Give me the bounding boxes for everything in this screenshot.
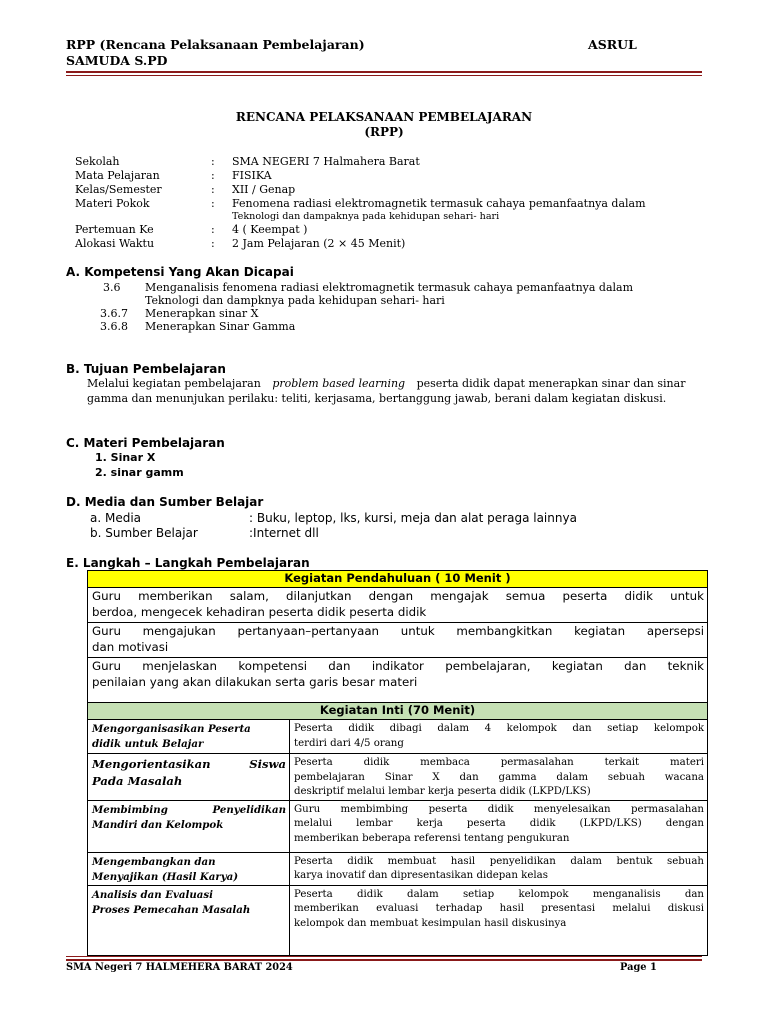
inti-step-description: Peserta didik dibagi dalam 4 kelompok dan setiap kelompok terdiri dari 4/5 orang	[290, 720, 708, 754]
material-item: 1. Sinar X	[95, 451, 156, 464]
footer-rule-thin	[66, 956, 702, 957]
media-label: a. Media	[90, 511, 142, 525]
objective-text: peserta didik dapat menerapkan sinar dan sinar	[416, 377, 686, 390]
header-title: RPP (Rencana Pelaksanaan Pembelajaran)	[66, 37, 365, 52]
identity-value-continued: Teknologi dan dampaknya pada kehidupan sehari- hari	[232, 211, 500, 222]
section-b-heading: B. Tujuan Pembelajaran	[66, 362, 226, 376]
identity-label: Kelas/Semester	[75, 183, 162, 196]
inti-step-label: Mengorientasikan Siswa Pada Masalah	[88, 754, 290, 801]
identity-label: Mata Pelajaran	[75, 169, 160, 182]
doc-title: RENCANA PELAKSANAAN PEMBELAJARAN	[235, 110, 533, 124]
footer-school: SMA Negeri 7 HALMEHERA BARAT 2024	[66, 962, 293, 973]
section-a-heading: A. Kompetensi Yang Akan Dicapai	[66, 265, 294, 279]
learning-steps-table	[87, 570, 708, 956]
identity-value: Fenomena radiasi elektromagnetik termasuk cahaya pemanfaatnya dalam	[232, 197, 646, 210]
header-rule-thick	[66, 71, 702, 73]
identity-sep: :	[211, 223, 215, 236]
header-rule-thin	[66, 75, 702, 76]
source-value: :Internet dll	[249, 526, 319, 540]
inti-step-label: Analisis dan Evaluasi Proses Pemecahan Masalah	[88, 885, 290, 955]
inti-step-description: Guru membimbing peserta didik menyelesaikan permasalahan melalui lembar kerja peserta didik (LKPD/LKS) dengan memberikan beberapa referensi tentang pengukuran	[290, 800, 708, 852]
doc-subtitle: (RPP)	[364, 125, 404, 139]
objective-text: Melalui kegiatan pembelajaran	[87, 377, 261, 390]
material-item: 2. sinar gamm	[95, 466, 184, 479]
identity-sep: :	[211, 237, 215, 250]
competency-number: 3.6.8	[100, 320, 128, 333]
footer-page-number: Page 1	[620, 962, 657, 973]
pendahuluan-line: Guru mengajukan pertanyaan–pertanyaan untuk membangkitkan kegiatan apersepsi	[92, 624, 704, 638]
pendahuluan-line: Guru memberikan salam, dilanjutkan dengan mengajak semua peserta didik untuk	[92, 589, 704, 603]
identity-value: XII / Genap	[232, 183, 296, 196]
pendahuluan-line: dan motivasi	[92, 640, 169, 654]
inti-step-description: Peserta didik dalam setiap kelompok menganalisis dan memberikan evaluasi terhadap hasil presentasi melalui diskusi kelompok dan membuat kesimpulan hasil diskusinya	[290, 885, 708, 955]
pendahuluan-line: berdoa, mengecek kehadiran peserta didik peserta didik	[92, 605, 427, 619]
competency-text: Menganalisis fenomena radiasi elektromagnetik termasuk cahaya pemanfaatnya dalam	[145, 281, 634, 294]
objective-line-1	[87, 377, 685, 390]
inti-step-description: Peserta didik membuat hasil penyelidikan dalam bentuk sebuah karya inovatif dan dipresentasikan didepan kelas	[290, 852, 708, 885]
competency-text: Menerapkan Sinar Gamma	[145, 320, 296, 333]
media-value: : Buku, leptop, lks, kursi, meja dan alat peraga lainnya	[249, 511, 577, 525]
inti-step-label: Mengorganisasikan Peserta didik untuk Belajar	[88, 720, 290, 754]
identity-value: 4 ( Keempat )	[232, 223, 308, 236]
inti-header: Kegiatan Inti (70 Menit)	[88, 703, 708, 720]
identity-sep: :	[211, 197, 215, 210]
section-c-heading: C. Materi Pembelajaran	[66, 436, 225, 450]
pendahuluan-header: Kegiatan Pendahuluan ( 10 Menit )	[88, 571, 708, 588]
objective-line-2: gamma dan menunjukan perilaku: teliti, kerjasama, bertanggung jawab, berani dalam kegiatan diskusi.	[87, 392, 667, 405]
header-author-rest: SAMUDA S.PD	[66, 53, 168, 68]
pendahuluan-item	[88, 623, 708, 658]
pendahuluan-line: penilaian yang akan dilakukan serta garis besar materi	[92, 675, 418, 689]
competency-text: Menerapkan sinar X	[145, 307, 259, 320]
identity-value: FISIKA	[232, 169, 272, 182]
pendahuluan-line: Guru menjelaskan kompetensi dan indikator pembelajaran, kegiatan dan teknik	[92, 659, 704, 673]
identity-sep: :	[211, 183, 215, 196]
identity-label: Sekolah	[75, 155, 120, 168]
source-label: b. Sumber Belajar	[90, 526, 198, 540]
pendahuluan-item	[88, 588, 708, 623]
section-e-heading: E. Langkah – Langkah Pembelajaran	[66, 556, 310, 570]
header-author-first: ASRUL	[588, 37, 637, 52]
competency-number: 3.6.7	[100, 307, 128, 320]
identity-label: Materi Pokok	[75, 197, 150, 210]
identity-label: Alokasi Waktu	[75, 237, 155, 250]
identity-sep: :	[211, 155, 215, 168]
objective-method: problem based learning	[272, 377, 406, 390]
inti-step-label: Mengembangkan dan Menyajikan (Hasil Karya)	[88, 852, 290, 885]
identity-value: 2 Jam Pelajaran (2 × 45 Menit)	[232, 237, 406, 250]
inti-step-description: Peserta didik membaca permasalahan terkait materi pembelajaran Sinar X dan gamma dalam sebuah wacana deskriptif melalui lembar kerja peserta didik (LKPD/LKS)	[290, 754, 708, 801]
competency-number: 3.6	[103, 281, 121, 294]
identity-value: SMA NEGERI 7 Halmahera Barat	[232, 155, 420, 168]
identity-label: Pertemuan Ke	[75, 223, 154, 236]
competency-text-continued: Teknologi dan dampknya pada kehidupan sehari- hari	[145, 294, 445, 307]
inti-step-label: Membimbing Penyelidikan Mandiri dan Kelompok	[88, 800, 290, 852]
section-d-heading: D. Media dan Sumber Belajar	[66, 495, 264, 509]
pendahuluan-item	[88, 658, 708, 703]
identity-sep: :	[211, 169, 215, 182]
footer-rule-thick	[66, 959, 702, 961]
